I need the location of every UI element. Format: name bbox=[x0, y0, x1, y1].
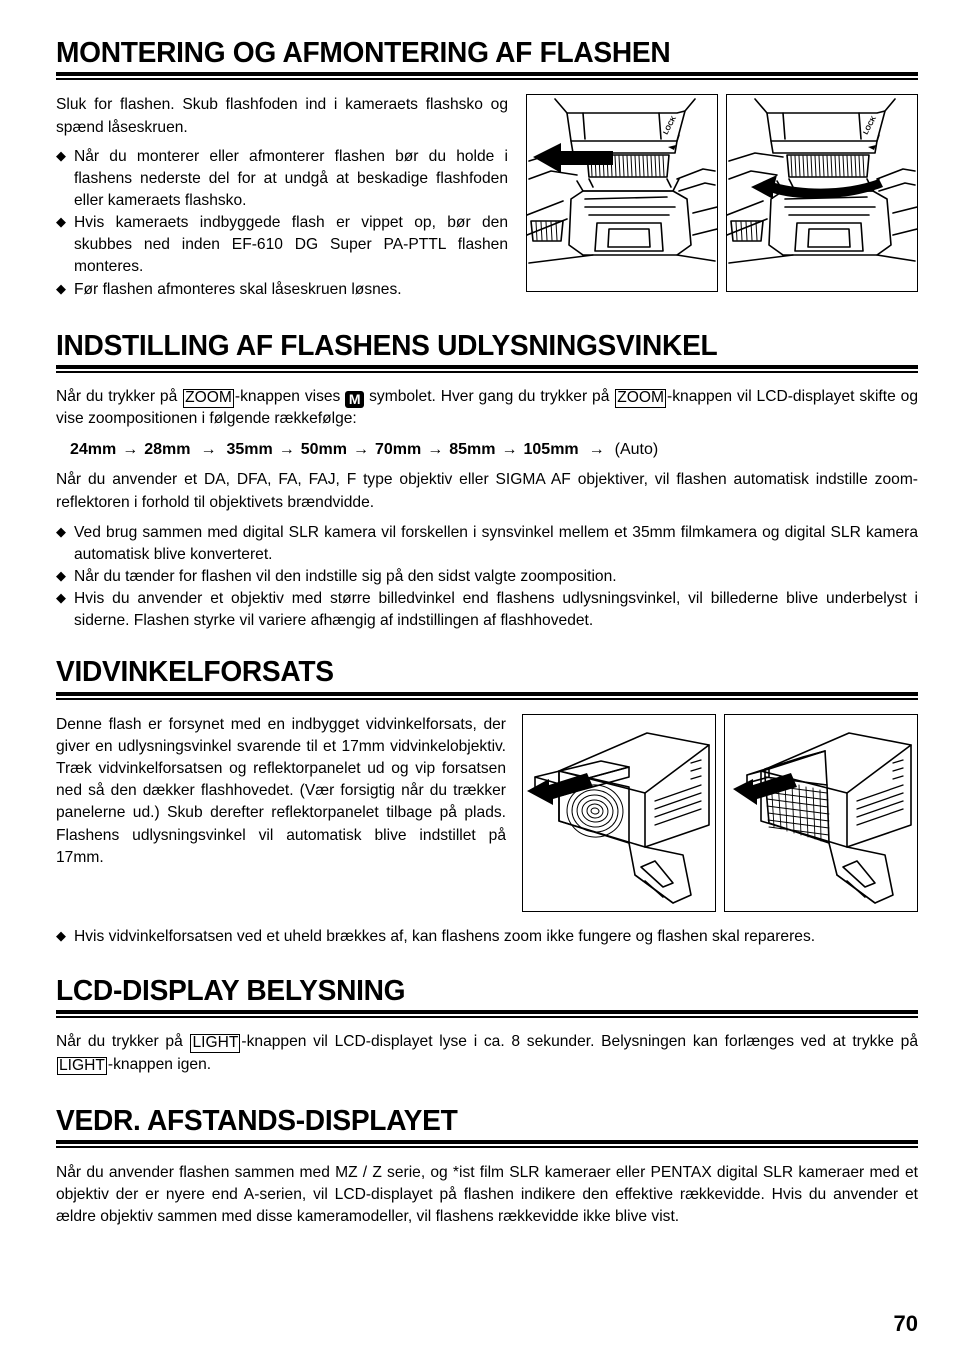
figure-wide-panel-down bbox=[724, 714, 918, 912]
light-button-label[interactable]: LIGHT bbox=[59, 1056, 105, 1074]
heading-rule bbox=[56, 72, 918, 80]
list-item-text: Hvis du anvender et objektiv med større billedvinkel end flashens udlysningsvinkel, vil billederne blive underbelyst i siderne. Flashen styrke vil variere afhængig af indstillingen af flashhovedet. bbox=[74, 590, 918, 630]
zoom-position-sequence bbox=[56, 441, 918, 459]
arrow-right-icon: → bbox=[122, 441, 139, 459]
arrow-right-icon: → bbox=[501, 441, 518, 459]
list-item bbox=[56, 522, 918, 566]
diamond-bullet-icon: ◆ bbox=[56, 927, 66, 943]
list-item-text: Når du tænder for flashen vil den indstille sig på den sidst valgte zoomposition. bbox=[74, 567, 617, 585]
zoom-button-label[interactable]: ZOOM bbox=[617, 389, 665, 407]
zoom-intro-text-3: symbolet. Hver gang du trykker på bbox=[364, 388, 615, 406]
section-heading-distance: VEDR. AFSTANDS-DISPLAYET bbox=[56, 1104, 458, 1137]
zoom-intro-paragraph bbox=[56, 386, 918, 430]
zoom-intro-text-2: -knappen vises bbox=[234, 388, 346, 406]
distance-paragraph: Når du anvender flashen sammen med MZ / Z serie, og *ist film SLR kameraer eller PENTAX digital SLR kameraer med et objektiv der er nyere end A-serien, vil LCD-displayet på flashen indikere den effektive rækkevidde. Hvis du anvender et ældre objektiv sammen med disse kameramodeller, vil flashens rækkevidde ikke blive vist. bbox=[56, 1164, 918, 1226]
manual-mode-symbol: M bbox=[345, 391, 364, 408]
zoom-step: 105mm bbox=[523, 441, 579, 459]
page-number: 70 bbox=[893, 1311, 918, 1336]
list-item-text: Hvis kameraets indbyggede flash er vippet op, bør den skubbes ned inden EF-610 DG Super PA-PTTL flashen monteres. bbox=[74, 214, 508, 276]
zoom-step: 24mm bbox=[70, 441, 117, 459]
lock-label: LOCK bbox=[662, 115, 679, 137]
lcdlight-paragraph bbox=[56, 1031, 918, 1075]
lcdlight-text-3: -knappen igen. bbox=[107, 1055, 212, 1073]
heading-rule bbox=[56, 1140, 918, 1148]
zoom-step: 70mm bbox=[375, 441, 422, 459]
list-item bbox=[56, 212, 508, 278]
diamond-bullet-icon: ◆ bbox=[56, 567, 66, 583]
zoom-intro-text-4: -knappen vil LCD-displayet skifte og vise zoompositionen i følgende rækkefølge: bbox=[56, 388, 918, 428]
list-item bbox=[56, 146, 508, 212]
zoom-lens-paragraph: Når du anvender et DA, DFA, FA, FAJ, F type objektiv eller SIGMA AF objektiver, vil flashen automatisk indstille zoom-reflektoren i forhold til objektivets brændvidde. bbox=[56, 471, 918, 511]
diamond-bullet-icon: ◆ bbox=[56, 214, 66, 230]
diamond-bullet-icon: ◆ bbox=[56, 523, 66, 539]
wideangle-paragraph: Denne flash er forsynet med en indbygget vidvinkelforsats, der giver en udlysningsvinkel svarende til et 17mm vidvinkelobjektiv. Træk vidvinkelforsatsen og reflektorpanelet ud og vip forsatsen ned så den dækker flashhovedet. (Vær forsigtig når du trækker panelerne ud.) Skub derefter reflektorpanelet tilbage på plads. Flashens udlysningsvinkel vil automatisk blive indstillet på 17mm. bbox=[56, 715, 506, 866]
diamond-bullet-icon: ◆ bbox=[56, 280, 66, 296]
section-heading-wideangle: VIDVINKELFORSATS bbox=[56, 656, 334, 689]
lock-label: LOCK bbox=[862, 115, 879, 137]
page-content bbox=[56, 0, 918, 1229]
mounting-text-column bbox=[56, 94, 508, 300]
section-wideangle-body bbox=[56, 714, 918, 912]
zoom-intro-text-1: Når du trykker på bbox=[56, 388, 183, 406]
heading-rule bbox=[56, 365, 918, 373]
arrow-right-icon: → bbox=[427, 441, 444, 459]
zoom-step: 28mm bbox=[144, 441, 191, 459]
figure-flash-mount-slide bbox=[526, 94, 718, 292]
wideangle-bullets bbox=[56, 926, 918, 948]
figure-wide-panel-pull bbox=[522, 714, 716, 912]
light-button-label[interactable]: LIGHT bbox=[192, 1034, 239, 1052]
zoom-button-label[interactable]: ZOOM bbox=[185, 389, 232, 407]
heading-rule bbox=[56, 692, 918, 700]
lcdlight-text-2: -knappen vil LCD-displayet lyse i ca. 8 sekunder. Belysningen kan forlænges ved at trykke på bbox=[241, 1033, 918, 1051]
section-heading-lcdlight: LCD-DISPLAY BELYSNING bbox=[56, 974, 406, 1007]
list-item bbox=[56, 566, 918, 588]
arrow-right-icon: → bbox=[200, 441, 217, 459]
list-item bbox=[56, 588, 918, 632]
mounting-figures bbox=[526, 94, 918, 292]
arrow-right-icon: → bbox=[353, 441, 369, 459]
arrow-right-icon: → bbox=[278, 441, 295, 459]
list-item-text: Ved brug sammen med digital SLR kamera vil forskellen i synsvinkel mellem et 35mm filmkamera og digital SLR kamera automatisk blive konverteret. bbox=[74, 523, 918, 563]
lcdlight-text-1: Når du trykker på bbox=[56, 1033, 190, 1051]
mounting-bullets bbox=[56, 146, 508, 301]
section-mounting-body bbox=[56, 94, 918, 300]
list-item-text: Når du monterer eller afmonterer flashen bør du holde i flashens nederste del for at undgå at beskadige flashfoden eller kameraets flashsko. bbox=[74, 147, 508, 209]
heading-rule bbox=[56, 1010, 918, 1018]
list-item bbox=[56, 279, 508, 301]
wideangle-text-column bbox=[56, 714, 506, 869]
list-item-text: Før flashen afmonteres skal låseskruen løsnes. bbox=[74, 280, 402, 298]
zoom-step: 35mm bbox=[226, 441, 273, 459]
figure-flash-mount-lock bbox=[726, 94, 918, 292]
diamond-bullet-icon: ◆ bbox=[56, 147, 66, 163]
page-title: MONTERING OG AFMONTERING AF FLASHEN bbox=[56, 37, 671, 69]
zoom-bullets bbox=[56, 522, 918, 633]
list-item-text: Hvis vidvinkelforsatsen ved et uheld brækkes af, kan flashens zoom ikke fungere og flashen skal repareres. bbox=[74, 927, 816, 945]
zoom-step: 85mm bbox=[449, 441, 496, 459]
zoom-step: 50mm bbox=[300, 441, 347, 459]
section-heading-zoom: INDSTILLING AF FLASHENS UDLYSNINGSVINKEL bbox=[56, 329, 718, 362]
mounting-intro: Sluk for flashen. Skub flashfoden ind i kameraets flashsko og spænd låseskruen. bbox=[56, 96, 508, 136]
diamond-bullet-icon: ◆ bbox=[56, 590, 66, 606]
zoom-step-auto: (Auto) bbox=[614, 441, 659, 459]
list-item bbox=[56, 926, 918, 948]
wideangle-figures bbox=[522, 714, 918, 912]
arrow-right-icon: → bbox=[588, 441, 605, 459]
